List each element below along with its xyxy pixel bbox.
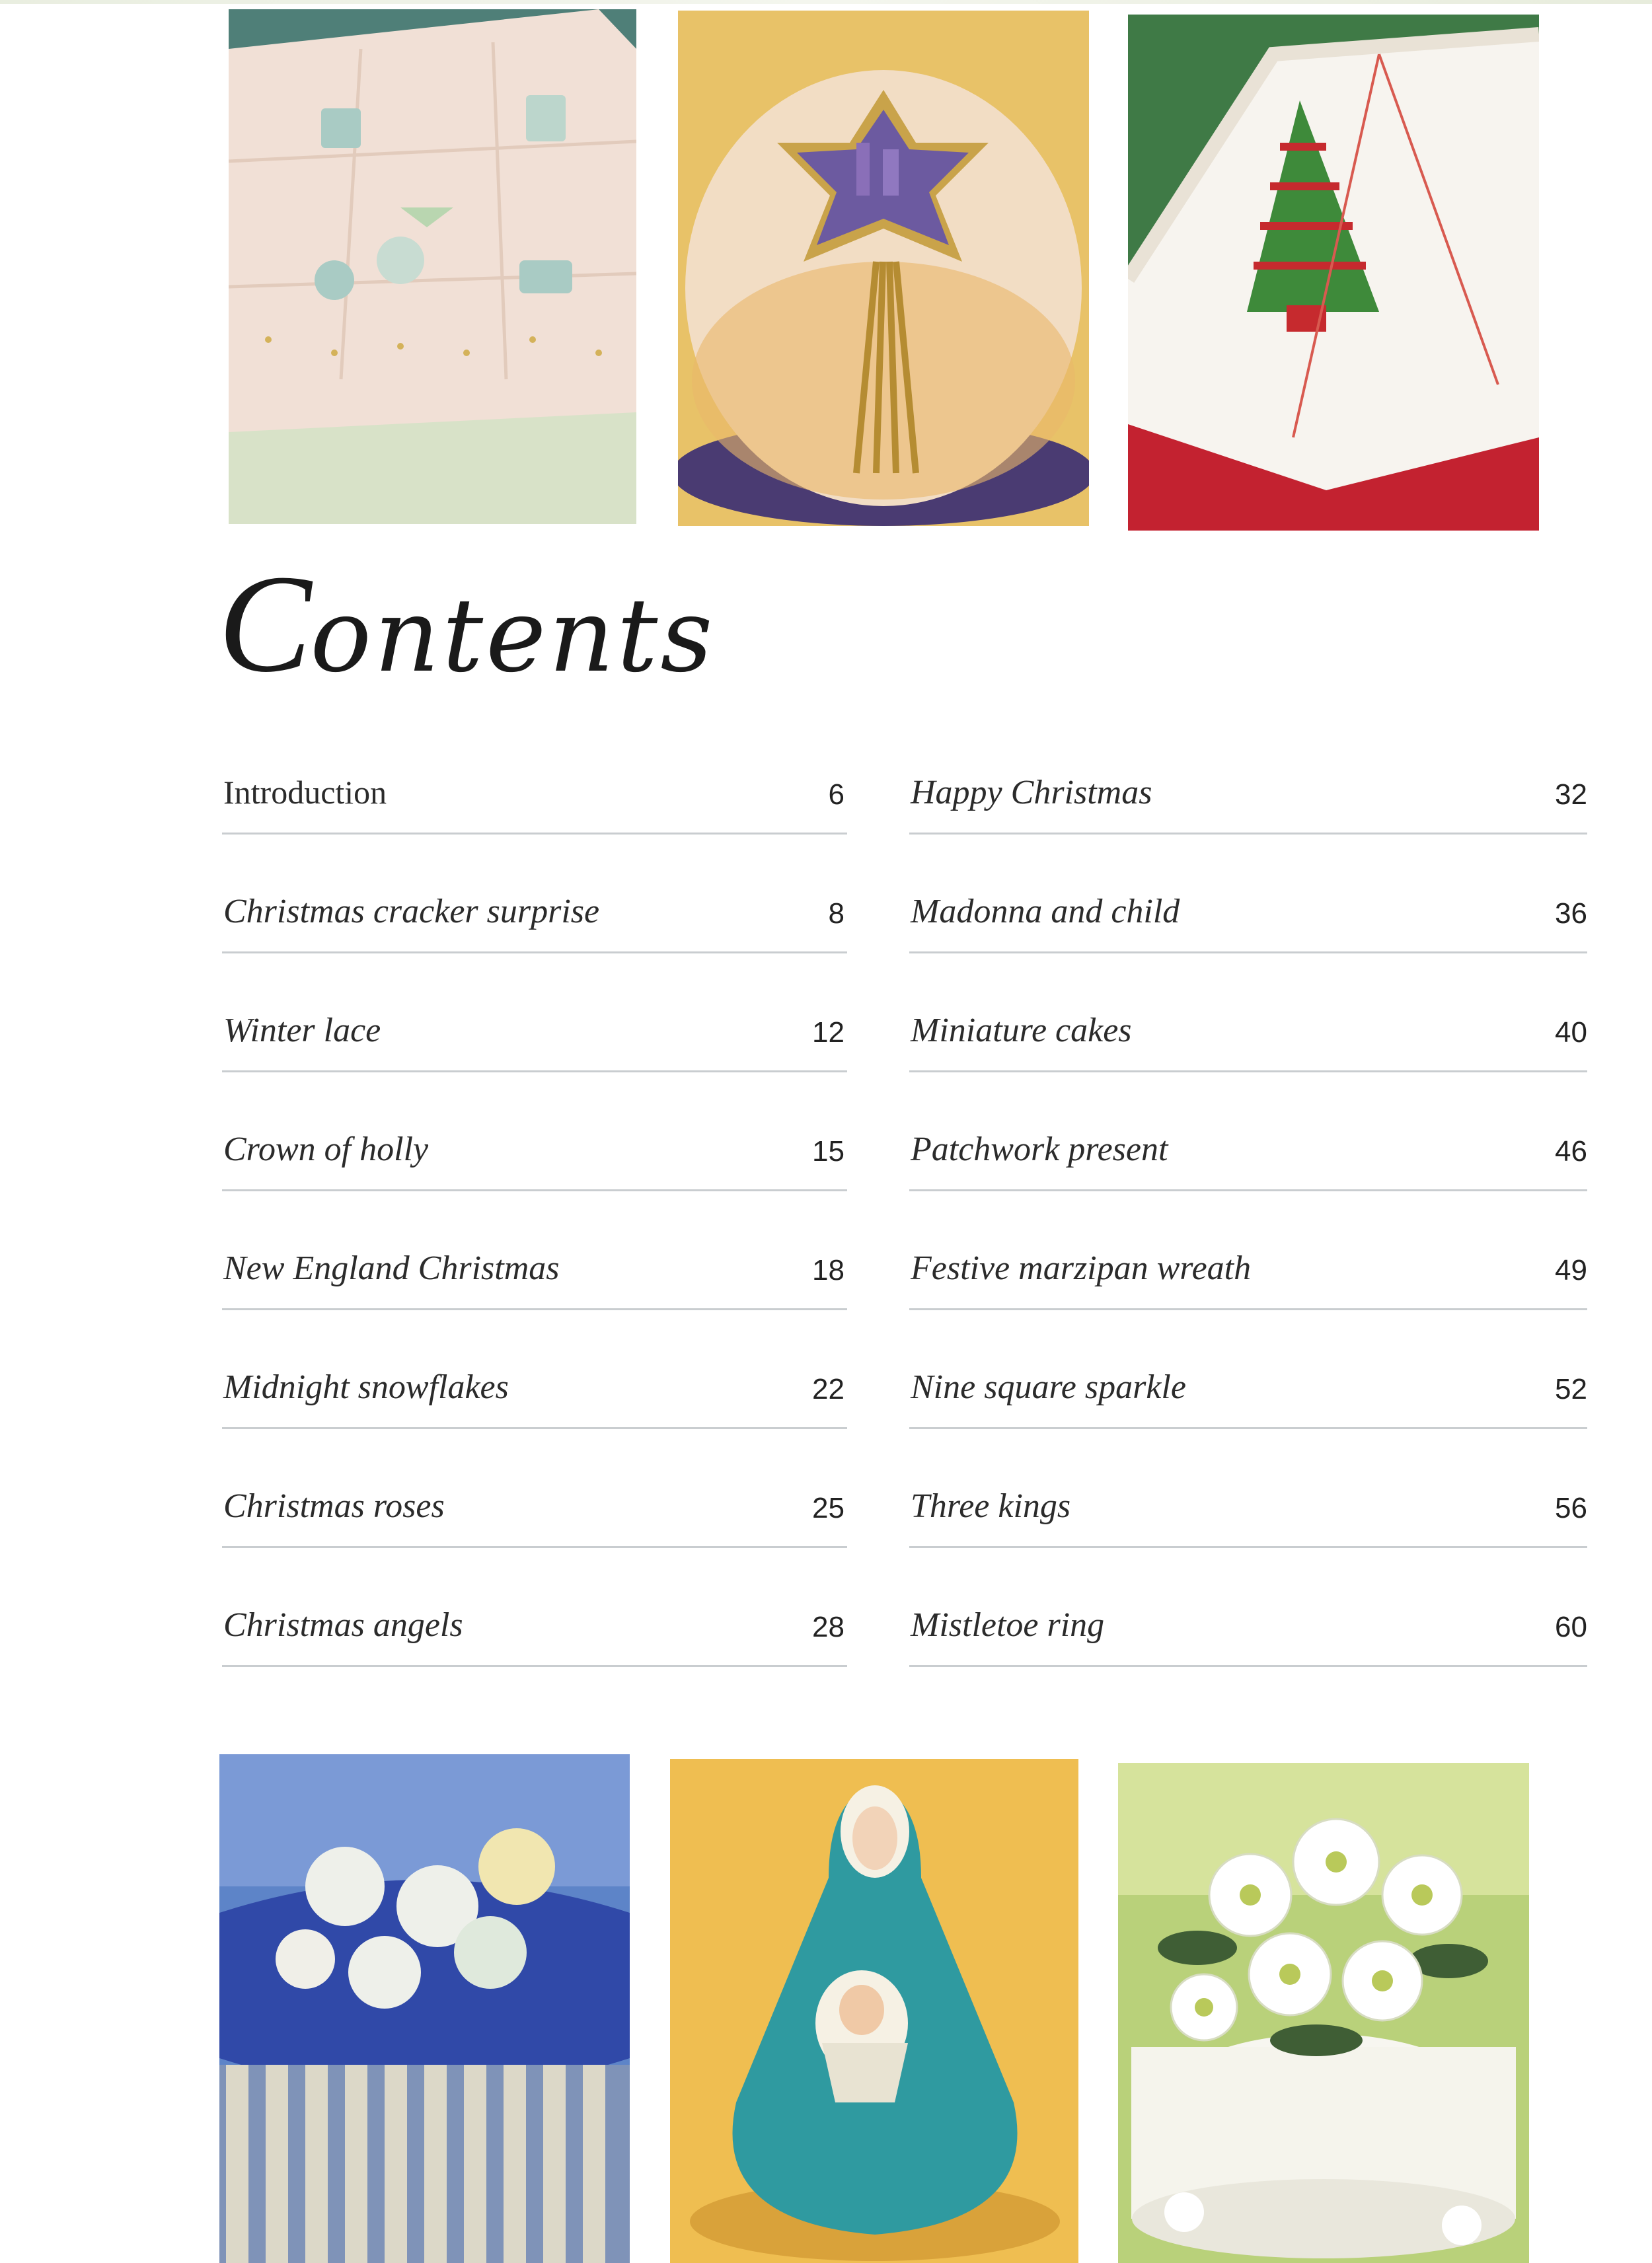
toc-divider [909, 1665, 1587, 1667]
toc-entry[interactable] [907, 766, 1587, 885]
toc-entry-page: 18 [812, 1254, 845, 1286]
nine-square-cake-photo [229, 9, 636, 524]
toc-entry[interactable] [219, 1242, 847, 1361]
toc-entry-page: 12 [812, 1016, 845, 1049]
toc-divider [222, 833, 847, 835]
toc-entry[interactable] [907, 1361, 1587, 1480]
toc-entry-page: 56 [1555, 1492, 1587, 1524]
toc-entry-title: New England Christmas [223, 1249, 560, 1287]
toc-entry[interactable] [219, 1123, 847, 1242]
star-landscape-cake-photo [678, 11, 1089, 526]
toc-entry[interactable] [907, 1599, 1587, 1718]
toc-entry-page: 49 [1555, 1254, 1587, 1286]
title-rest: ontents [310, 577, 716, 695]
toc-entry-page: 40 [1555, 1016, 1587, 1049]
toc-entry[interactable] [219, 766, 847, 885]
madonna-child-cake-photo [670, 1759, 1078, 2263]
toc-divider [909, 951, 1587, 953]
toc-entry-page: 22 [812, 1373, 845, 1405]
toc-divider [222, 1189, 847, 1191]
toc-entry[interactable] [907, 1123, 1587, 1242]
toc-divider [909, 1189, 1587, 1191]
toc-entry[interactable] [219, 885, 847, 1004]
toc-divider [222, 951, 847, 953]
toc-entry-title: Madonna and child [911, 893, 1180, 930]
toc-entry-page: 46 [1555, 1135, 1587, 1168]
toc-divider [909, 833, 1587, 835]
toc-left-column [219, 766, 847, 1718]
toc-divider [222, 1546, 847, 1548]
toc-entry-page: 25 [812, 1492, 845, 1524]
title-initial: C [218, 546, 315, 701]
toc-entry-title: Patchwork present [911, 1131, 1168, 1168]
toc-divider [222, 1665, 847, 1667]
toc-entry-page: 6 [828, 778, 845, 811]
toc-entry-page: 8 [828, 897, 845, 930]
toc-entry-title: Nine square sparkle [911, 1368, 1186, 1406]
toc-entry-page: 60 [1555, 1611, 1587, 1643]
toc-entry[interactable] [907, 1480, 1587, 1599]
toc-entry-page: 32 [1555, 778, 1587, 811]
toc-right-column [907, 766, 1587, 1718]
toc-entry-title: Christmas roses [223, 1487, 445, 1525]
toc-entry-title: Three kings [911, 1487, 1071, 1525]
top-edge-strip [0, 0, 1652, 4]
toc-entry[interactable] [219, 1599, 847, 1718]
toc-divider [222, 1070, 847, 1072]
toc-entry-title: Winter lace [223, 1012, 381, 1049]
toc-entry-title: Introduction [223, 774, 387, 811]
toc-entry-title: Christmas angels [223, 1606, 463, 1644]
toc-entry[interactable] [907, 885, 1587, 1004]
toc-entry-title: Christmas cracker surprise [223, 893, 600, 930]
toc-entry-title: Happy Christmas [911, 774, 1152, 811]
toc-entry[interactable] [219, 1004, 847, 1123]
baubles-basket-cake-photo [219, 1754, 630, 2263]
toc-divider [222, 1308, 847, 1310]
toc-divider [909, 1427, 1587, 1429]
toc-entry[interactable] [907, 1004, 1587, 1123]
christmas-roses-cake-photo [1118, 1763, 1529, 2263]
toc-entry[interactable] [219, 1361, 847, 1480]
toc-entry-page: 15 [812, 1135, 845, 1168]
page-title [218, 546, 716, 701]
toc-entry-title: Miniature cakes [911, 1012, 1132, 1049]
toc-entry-page: 28 [812, 1611, 845, 1643]
toc-entry-title: Mistletoe ring [911, 1606, 1105, 1644]
toc-entry-title: Crown of holly [223, 1131, 429, 1168]
toc-entry-title: Festive marzipan wreath [911, 1249, 1252, 1287]
toc-entry[interactable] [907, 1242, 1587, 1361]
toc-divider [909, 1308, 1587, 1310]
toc-entry-page: 36 [1555, 897, 1587, 930]
christmas-tree-cake-photo [1128, 15, 1539, 531]
toc-divider [909, 1070, 1587, 1072]
toc-divider [222, 1427, 847, 1429]
toc-entry-page: 52 [1555, 1373, 1587, 1405]
toc-entry[interactable] [219, 1480, 847, 1599]
toc-divider [909, 1546, 1587, 1548]
toc-entry-title: Midnight snowflakes [223, 1368, 509, 1406]
